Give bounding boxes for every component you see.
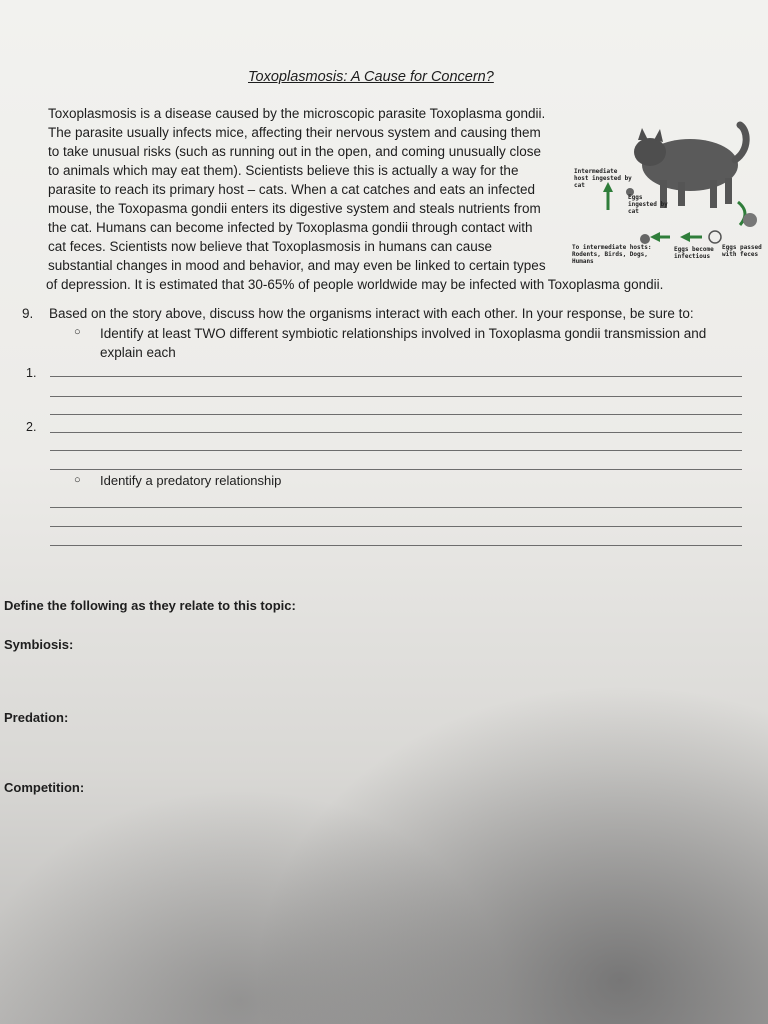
term-symbiosis: Symbiosis: xyxy=(4,637,74,652)
paragraph-line: to take unusual risks (such as running out in the open, and coming unusually close xyxy=(48,144,542,159)
paragraph-line: cat feces. Scientists now believe that Toxoplasmosis in humans can cause xyxy=(48,239,492,254)
answer-line[interactable] xyxy=(50,469,742,470)
paragraph-line: parasite to reach its primary host – cats. When a cat catches and eats an infected xyxy=(48,182,536,197)
eggs-passed-label: Eggs passed with feces xyxy=(722,244,762,258)
paragraph-line: The parasite usually infects mice, affecting their nervous system and causing them xyxy=(48,125,541,140)
term-predation: Predation: xyxy=(4,710,69,725)
answer-line[interactable] xyxy=(50,414,742,415)
answer-line[interactable] xyxy=(50,450,742,451)
intermediate-host-label: Intermediate host ingested by cat xyxy=(574,168,632,189)
eggs-ingested-label: Eggs ingested by cat xyxy=(628,194,668,215)
paragraph-line: the cat. Humans can become infected by Toxoplasma gondii through contact with xyxy=(48,220,533,235)
bullet-predatory-text: Identify a predatory relationship xyxy=(100,473,282,488)
answer-line[interactable] xyxy=(50,507,742,508)
page-title: Toxoplasmosis: A Cause for Concern? xyxy=(248,69,494,85)
answer-label-1: 1. xyxy=(26,366,37,380)
question-number: 9. xyxy=(22,306,34,321)
answer-line[interactable] xyxy=(50,545,742,546)
paragraph-line: Toxoplasmosis is a disease caused by the microscopic parasite Toxoplasma gondii. xyxy=(48,106,546,121)
paragraph-line: substantial changes in mood and behavior, and may even be linked to certain types xyxy=(48,258,546,273)
bullet-symbiotic-text: Identify at least TWO different symbiotic relationships involved in Toxoplasma gondii transmission and explain each xyxy=(100,326,707,360)
answer-line[interactable] xyxy=(50,526,742,527)
answer-line[interactable] xyxy=(50,396,742,397)
paragraph-line: mouse, the Toxopasma gondii enters its digestive system and steals nutrients from xyxy=(48,201,541,216)
answer-line[interactable] xyxy=(50,432,742,433)
term-competition: Competition: xyxy=(4,780,85,795)
answer-label-2: 2. xyxy=(26,420,37,434)
answer-line[interactable] xyxy=(50,376,742,377)
intermediate-hosts-label: To intermediate hosts: Rodents, Birds, Dogs, Humans xyxy=(572,244,652,265)
question-text: Based on the story above, discuss how the organisms interact with each other. In your response, be sure to: xyxy=(49,306,694,321)
paragraph-line: to animals which may eat them). Scientists believe this is actually a way for the xyxy=(48,163,519,178)
eggs-infectious-label: Eggs become infectious xyxy=(674,246,714,260)
life-cycle-figure xyxy=(570,110,766,270)
paragraph-line: of depression. It is estimated that 30-65% of people worldwide may be infected with Toxoplasma gondii. xyxy=(46,277,664,292)
bullet-circle-icon: ○ xyxy=(74,474,81,486)
bullet-circle-icon: ○ xyxy=(74,326,81,338)
define-heading: Define the following as they relate to this topic: xyxy=(4,598,296,613)
